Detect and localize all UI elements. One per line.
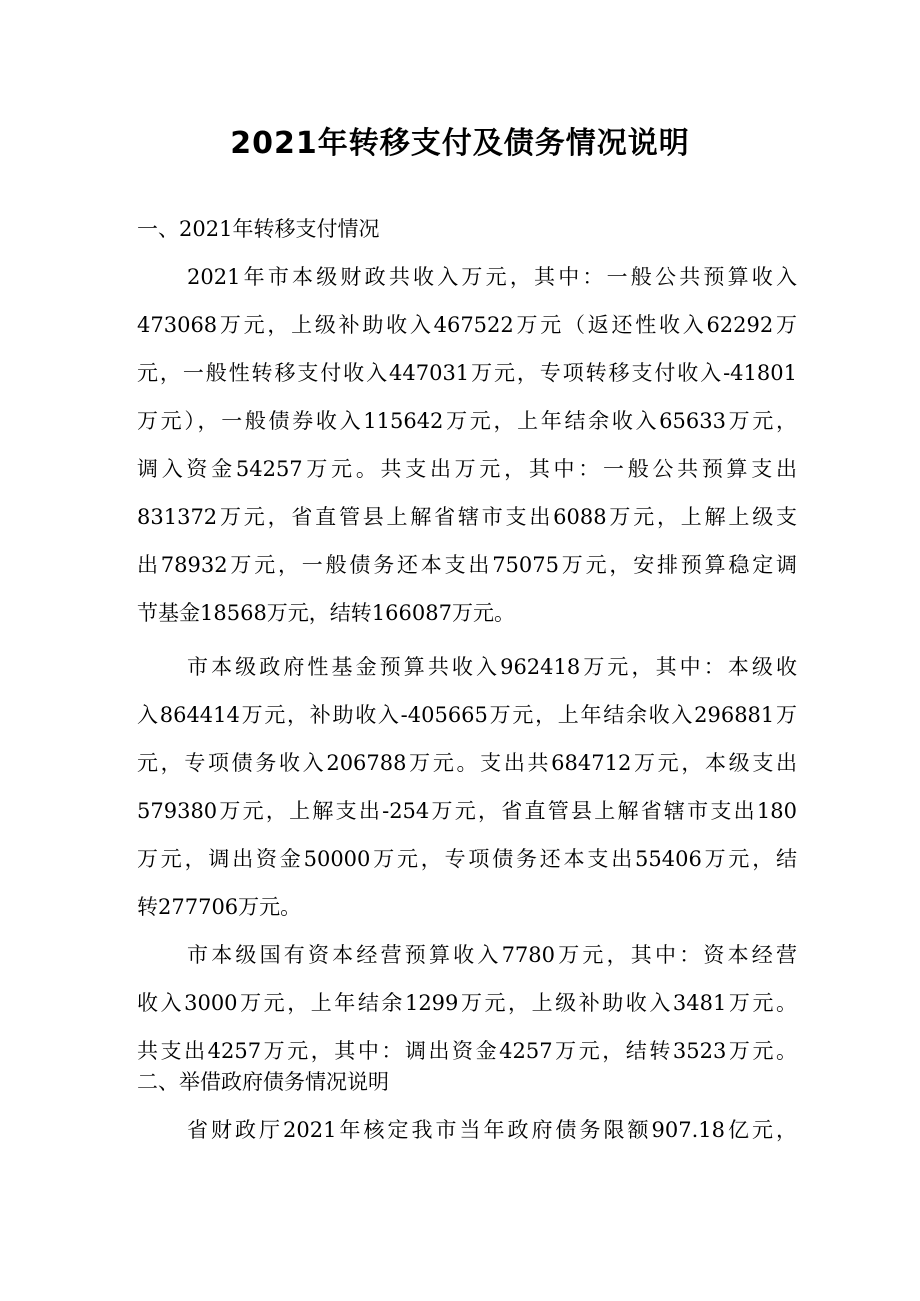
- paragraph-line: 调入资金54257万元。共支出万元，其中：一般公共预算支出: [137, 457, 797, 481]
- paragraph-line: 元，专项债务收入206788万元。支出共684712万元，本级支出: [137, 751, 797, 775]
- paragraph-line: 473068万元，上级补助收入467522万元（返还性收入62292万: [137, 313, 797, 337]
- section-heading-government-debt: 二、举借政府债务情况说明: [137, 1070, 389, 1094]
- paragraph-line: 节基金18568万元，结转166087万元。: [137, 601, 515, 625]
- paragraph-line: 省财政厅2021年核定我市当年政府债务限额907.18亿元，: [187, 1118, 797, 1142]
- paragraph-line: 出78932万元，一般债务还本支出75075万元，安排预算稳定调: [137, 553, 797, 577]
- section-heading-transfer-payments: 一、2021年转移支付情况: [137, 217, 380, 241]
- paragraph-line: 万元），一般债券收入115642万元，上年结余收入65633万元，: [137, 409, 797, 433]
- paragraph-line: 市本级政府性基金预算共收入962418万元，其中：本级收: [187, 655, 797, 679]
- paragraph-line: 万元，调出资金50000万元，专项债务还本支出55406万元，结: [137, 847, 797, 871]
- paragraph-line: 共支出4257万元，其中：调出资金4257万元，结转3523万元。: [137, 1039, 797, 1063]
- paragraph-line: 831372万元，省直管县上解省辖市支出6088万元，上解上级支: [137, 505, 797, 529]
- paragraph-line: 收入3000万元，上年结余1299万元，上级补助收入3481万元。: [137, 991, 797, 1015]
- document-title: 2021年转移支付及债务情况说明: [230, 126, 690, 161]
- paragraph-line: 市本级国有资本经营预算收入7780万元，其中：资本经营: [187, 943, 797, 967]
- paragraph-line: 转277706万元。: [137, 895, 302, 919]
- paragraph-line: 2021年市本级财政共收入万元，其中：一般公共预算收入: [187, 265, 797, 289]
- paragraph-line: 元，一般性转移支付收入447031万元，专项转移支付收入-41801: [137, 361, 797, 385]
- paragraph-line: 入864414万元，补助收入-405665万元，上年结余收入296881万: [137, 703, 797, 727]
- paragraph-line: 579380万元，上解支出-254万元，省直管县上解省辖市支出180: [137, 799, 797, 823]
